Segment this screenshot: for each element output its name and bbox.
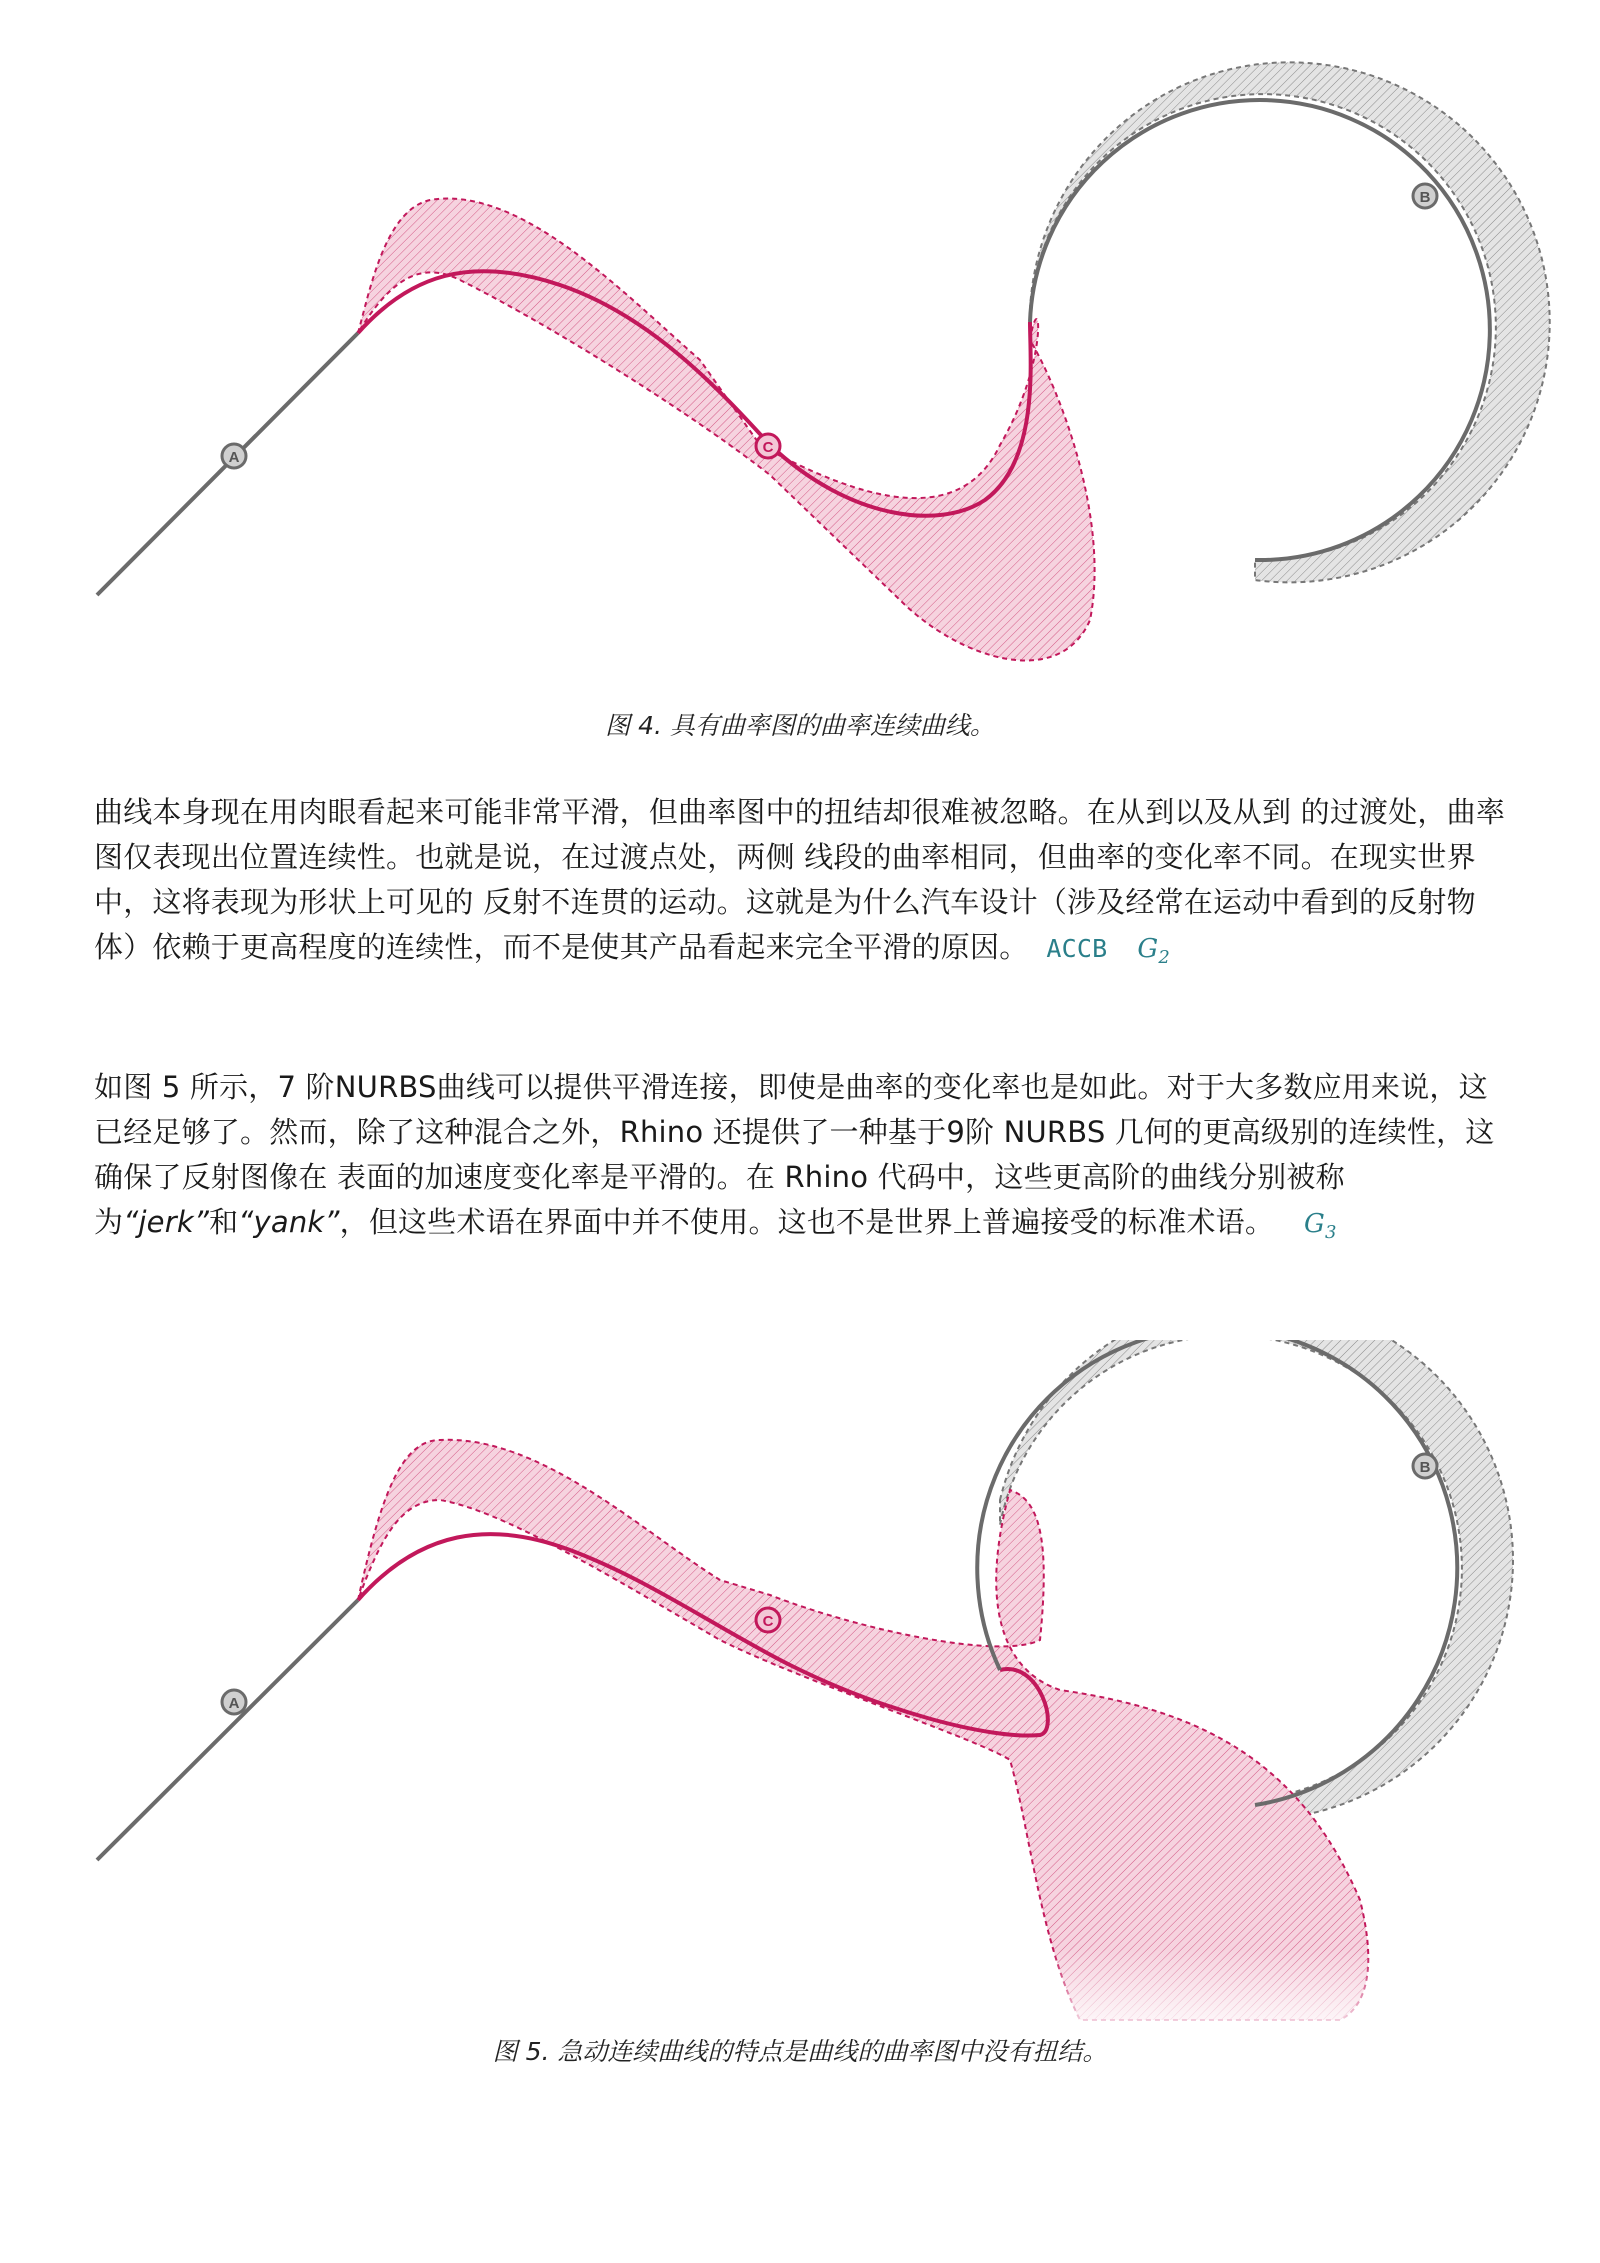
paragraph-1-text: 曲线本身现在用肉眼看起来可能非常平滑，但曲率图中的扭结却很难被忽略。在从到以及从到 的过渡处，曲率图仅表现出位置连续性。也就是说，在过渡点处，两侧 线段的曲率相同，但曲率的变化率不同。在现实世界中，这将表现为形状上可见的 反射不连贯的运动。这就是为什么汽车设计（涉及经常在运动中看到的反射物体）依赖于更高程度的连续性，而不是使其产品看起来完全平滑的原因。 (94, 795, 1506, 964)
paragraph-2-text-a: 如图 5 所示，7 阶NURBS曲线可以提供平滑连接，即使是曲率的变化率也是如此。对于大多数应用来说，这已经足够了。然而，除了这种混合之外，Rhino 还提供了一种基于9阶 NURBS 几何的更高级别的连续性，这确保了反射图像在 表面的加速度变化率是平滑的。在 Rhino 代码中，这些更高阶的曲线分别被称为 (94, 1070, 1495, 1239)
g2-symbol: $G_2$ (1137, 934, 1171, 969)
paragraph-2 (94, 1065, 1514, 1255)
svg-text:C: C (762, 439, 774, 456)
marker-a (222, 1690, 246, 1714)
svg-text:B: B (1419, 1459, 1431, 1476)
marker-b (1413, 1454, 1437, 1478)
term-yank: “yank” (238, 1205, 340, 1239)
g3-symbol: $G_3$ (1304, 1209, 1337, 1244)
marker-b (1413, 184, 1437, 208)
curvature-plot-fill (358, 199, 1095, 661)
fade-overlay (900, 1740, 1500, 2040)
svg-text:A: A (228, 1695, 240, 1712)
svg-text:C: C (762, 1613, 774, 1630)
arc-b (1030, 100, 1490, 560)
arc-curvature-band (1030, 62, 1550, 582)
marker-a (222, 444, 246, 468)
figure-4 (0, 60, 1600, 680)
figure-4-illustration (0, 60, 1600, 680)
figure-5 (0, 1340, 1600, 2040)
term-jerk: “jerk” (123, 1205, 210, 1239)
inline-code-accb: ACCB (1046, 934, 1108, 963)
figure-5-caption: 图 5. 急动连续曲线的特点是曲线的曲率图中没有扭结。 (492, 2037, 1108, 2066)
figure-5-illustration (0, 1340, 1600, 2040)
svg-text:A: A (228, 449, 240, 466)
svg-text:B: B (1419, 189, 1431, 206)
figure-4-caption: 图 4. 具有曲率图的曲率连续曲线。 (605, 711, 995, 740)
line-a (97, 1600, 358, 1860)
and-word: 和 (209, 1205, 239, 1239)
paragraph-1 (94, 790, 1514, 980)
marker-c (756, 434, 780, 458)
paragraph-2-text-b: ，但这些术语在界面中并不使用。这也不是世界上普遍接受的标准术语。 (339, 1205, 1275, 1239)
marker-c (756, 1608, 780, 1632)
